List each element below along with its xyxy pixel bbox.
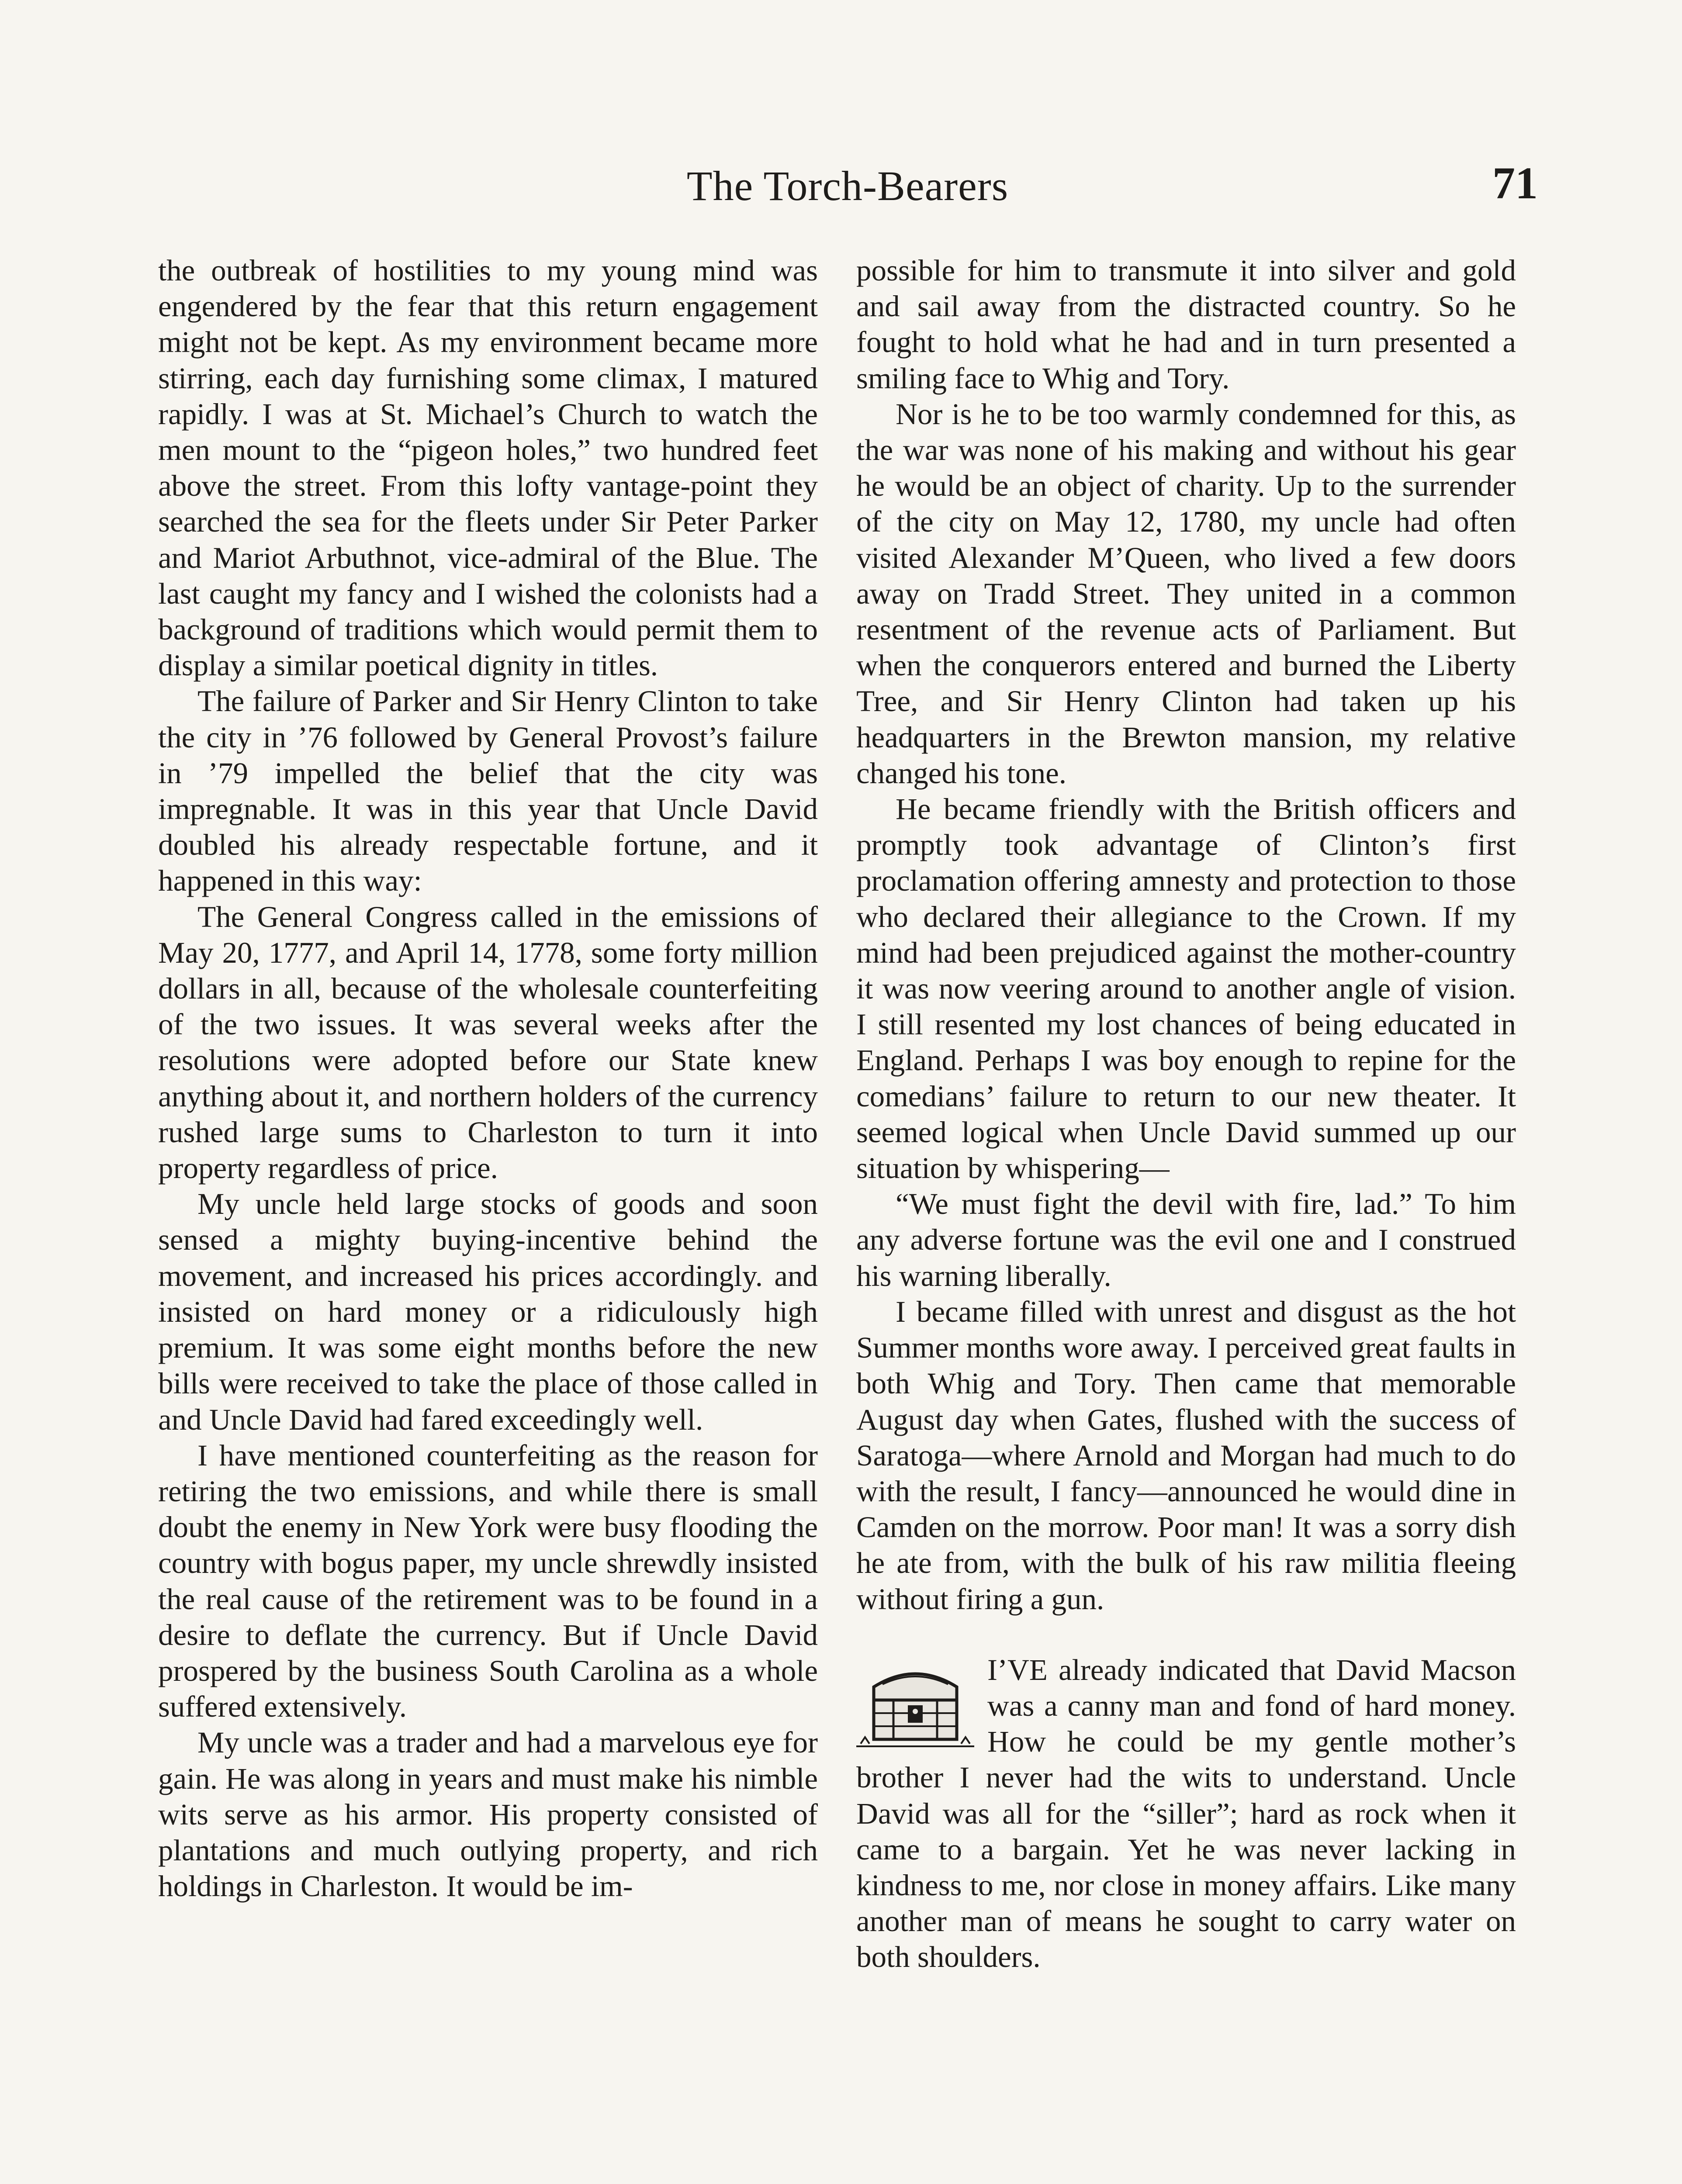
running-title: The Torch-Bearers: [686, 162, 1009, 209]
section-break: [856, 1617, 1516, 1652]
paragraph: The failure of Parker and Sir Henry Clinton to take the city in ’76 followed by General Provost’s failure in ’79 impelled the belief that the city was impregnable. It was in this year that Uncle David doubled his already respectable fortune, and it happened in this way:: [158, 684, 818, 898]
paragraph: My uncle was a trader and had a marvelous eye for gain. He was along in years and must make his nimble wits serve as his armor. His property consisted of plantations and much outlying property, and rich holdings in Charleston. It would be im-: [158, 1726, 818, 1903]
paragraph: I became filled with unrest and disgust as the hot Summer months wore away. I perceived great faults in both Whig and Tory. Then came that memorable August day when Gates, flushed with the success of Saratoga—where Arnold and Morgan had much to do with the result, I fancy—announced he would dine in Camden on the morrow. Poor man! It was a sorry dish he ate from, with the bulk of his raw militia fleeing without firing a gun.: [856, 1295, 1516, 1616]
paragraph: He became friendly with the British officers and promptly took advantage of Clinton’s first proclamation offering amnesty and protection to those who declared their allegiance to the Crown. If my mind had been prejudiced against the mother-country it was now veering around to another angle of vision. I still resented my lost chances of being educated in England. Perhaps I was boy enough to repine for the comedians’ failure to return to our new theater. It seemed logical when Uncle David summed up our situation by whispering—: [856, 792, 1516, 1185]
left-column: [158, 252, 818, 1904]
paragraph: I’VE already indicated that David Macson was a canny man and fond of hard money. How he could be my gentle mother’s brother I never had the wits to understand. Uncle David was all for the “siller”; hard as rock when it came to a bargain. Yet he was never lacking in kindness to me, nor close in money affairs. Like many another man of means he sought to carry water on both shoulders.: [856, 1653, 1516, 1974]
treasure-chest-icon: [856, 1656, 974, 1749]
paragraph: the outbreak of hostilities to my young mind was engendered by the fear that this return engagement might not be kept. As my environment became more stirring, each day furnishing some climax, I matured rapidly. I was at St. Michael’s Church to watch the men mount to the “pigeon holes,” two hundred feet above the street. From this lofty vantage-point they searched the sea for the fleets under Sir Peter Parker and Mariot Arbuthnot, vice-admiral of the Blue. The last caught my fancy and I wished the colonists had a background of traditions which would permit them to display a similar poetical dignity in titles.: [158, 254, 818, 682]
paragraph: My uncle held large stocks of goods and soon sensed a mighty buying-incentive behind the movement, and increased his prices accordingly. and insisted on hard money or a ridiculously high premium. It was some eight months before the new bills were received to take the place of those called in and Uncle David had fared exceedingly well.: [158, 1187, 818, 1436]
paragraph: possible for him to transmute it into silver and gold and sail away from the distracted country. So he fought to hold what he had and in turn presented a smiling face to Whig and Tory.: [856, 254, 1516, 395]
paragraph: “We must fight the devil with fire, lad.” To him any adverse fortune was the evil one and I construed his warning liberally.: [856, 1187, 1516, 1292]
right-column: [856, 252, 1516, 1975]
paragraph: Nor is he to be too warmly condemned for this, as the war was none of his making and without his gear he would be an object of charity. Up to the surrender of the city on May 12, 1780, my uncle had often visited Alexander M’Queen, who lived a few doors away on Tradd Street. They united in a common resentment of the revenue acts of Parliament. But when the conquerors entered and burned the Liberty Tree, and Sir Henry Clinton had taken up his headquarters in the Brewton mansion, my relative changed his tone.: [856, 397, 1516, 790]
paragraph: I have mentioned counterfeiting as the reason for retiring the two emissions, and while there is small doubt the enemy in New York were busy flooding the country with bogus paper, my uncle shrewdly insisted the real cause of the retirement was to be found in a desire to deflate the currency. But if Uncle David prospered by the business South Carolina as a whole suffered extensively.: [158, 1438, 818, 1724]
page-header: [157, 157, 1538, 218]
page-number: 71: [1492, 158, 1538, 208]
paragraph: The General Congress called in the emissions of May 20, 1777, and April 14, 1778, some forty million dollars in all, because of the wholesale counterfeiting of the two issues. It was several weeks after the resolutions were adopted before our State knew anything about it, and northern holders of the currency rushed large sums to Charleston to turn it into property regardless of price.: [158, 900, 818, 1185]
section-opening: [856, 1652, 1516, 1975]
